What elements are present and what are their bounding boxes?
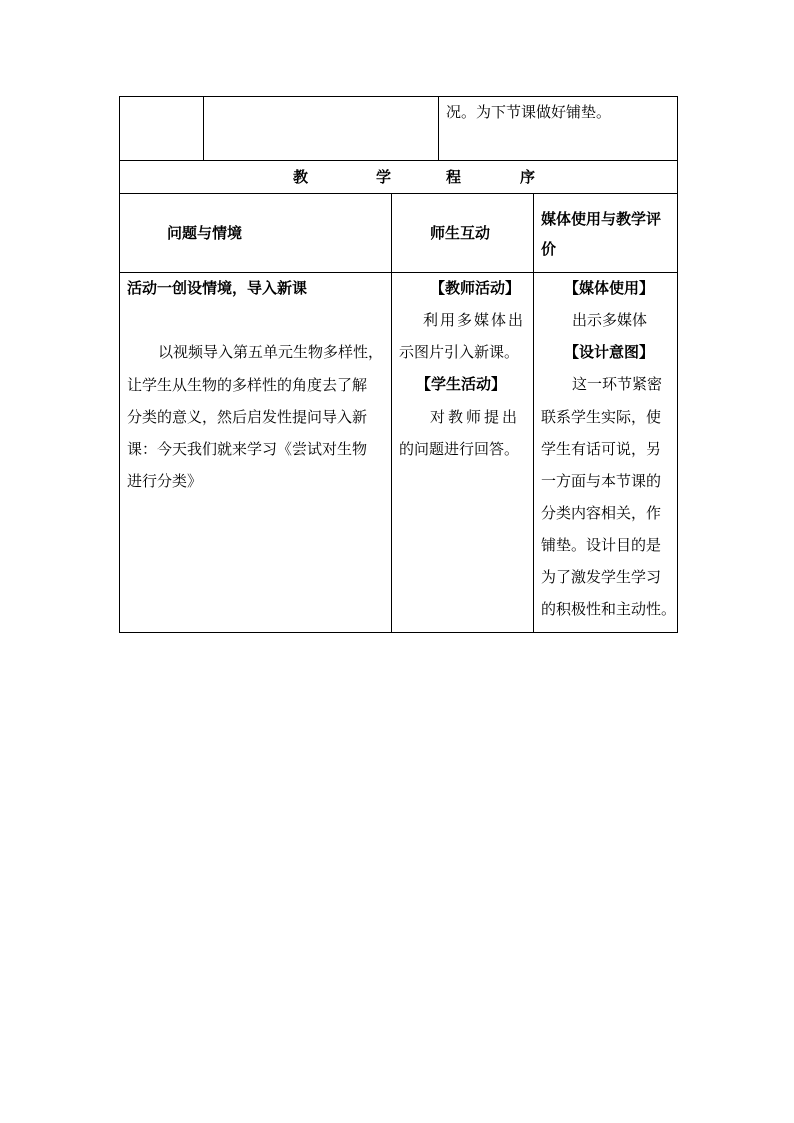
column-header-1: [120, 194, 391, 272]
teacher-line-2: 示图片引入新课。: [399, 343, 520, 361]
col1-line-3: 分类的意义，然后启发性提问导入新: [127, 408, 368, 426]
media-use-line: 出示多媒体: [572, 311, 648, 329]
student-line-1: 对教师提出: [430, 408, 521, 426]
design-line-5: 分类内容相关，作: [541, 504, 662, 522]
design-line-6: 铺垫。设计目的是: [541, 536, 662, 554]
section-header-char-4: 序: [520, 168, 536, 186]
section-header-char-2: 学: [376, 168, 392, 186]
teacher-activity-heading: 【教师活动】: [430, 279, 521, 297]
design-intent-heading: 【设计意图】: [564, 343, 655, 361]
col1-line-4: 课：今天我们就来学习《尝试对生物: [127, 440, 368, 458]
student-line-2: 的问题进行回答。: [399, 440, 520, 458]
design-line-4: 一方面与本节课的: [541, 472, 662, 490]
table-border-right: [677, 96, 678, 633]
design-line-1: 这一环节紧密: [572, 375, 663, 393]
section-header-char-1: 教: [293, 168, 309, 186]
col1-line-2: 让学生从生物的多样性的角度去了解: [127, 376, 368, 394]
table-border-bottom: [119, 632, 678, 633]
column-header-3-line-1: 媒体使用与教学评: [541, 210, 662, 228]
student-activity-heading: 【学生活动】: [416, 375, 507, 393]
activity-title: 活动一创设情境，导入新课: [127, 279, 308, 297]
top-row-divider-1: [203, 96, 204, 161]
design-line-8: 的积极性和主动性。: [541, 600, 677, 618]
column-header-2: [392, 194, 533, 272]
col1-line-1: 以视频导入第五单元生物多样性，: [158, 343, 384, 361]
column-header-3: [534, 194, 677, 272]
top-row-text: 况。为下节课做好铺垫。: [446, 103, 612, 121]
design-line-3: 学生有话可说，另: [541, 440, 662, 458]
section-header-char-3: 程: [446, 168, 462, 186]
teacher-line-1: 利用多媒体出: [423, 311, 526, 329]
design-line-7: 为了激发学生学习: [541, 568, 662, 586]
top-row-divider-2: [438, 96, 439, 161]
column-header-2-text: 师生互动: [430, 224, 491, 242]
column-header-1-text: 问题与情境: [167, 224, 243, 242]
media-use-heading: 【媒体使用】: [564, 279, 655, 297]
col1-line-5: 进行分类》: [127, 472, 203, 490]
top-row-right-cell: [446, 96, 674, 128]
section-header: [120, 161, 677, 193]
design-line-2: 联系学生实际，使: [541, 408, 662, 426]
column-header-3-line-2: 价: [541, 240, 557, 258]
